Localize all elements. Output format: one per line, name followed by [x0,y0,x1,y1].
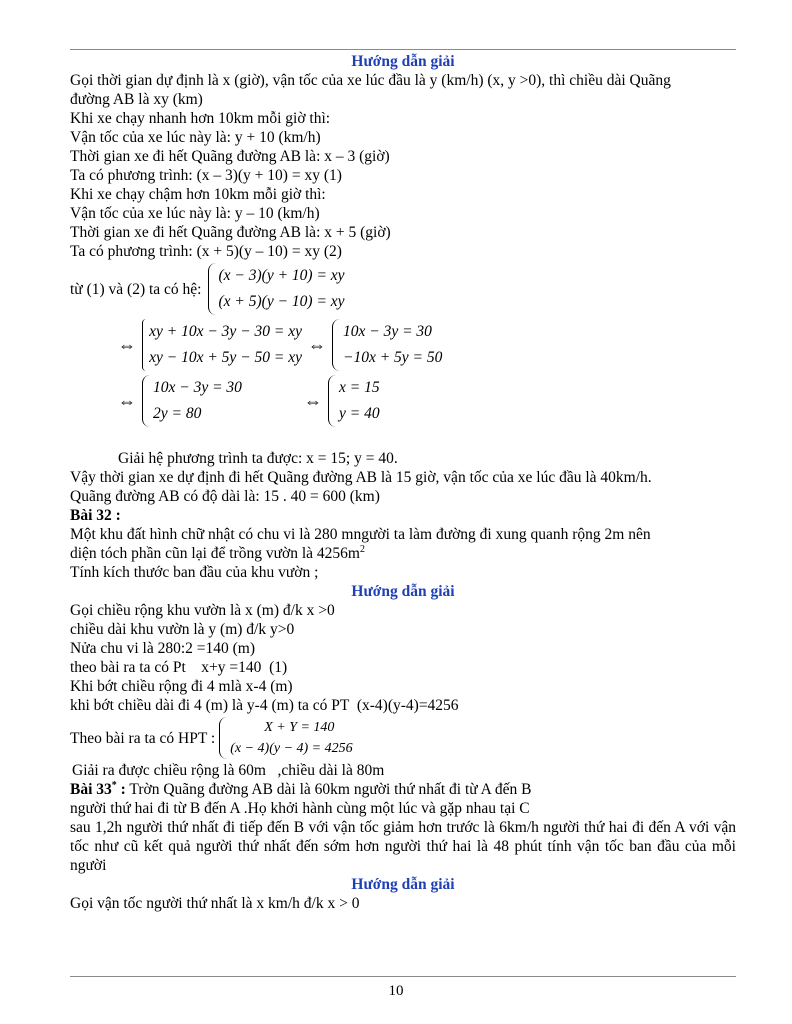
text-span: diện tóch phần cũn lại để trồng vườn là 4256m [70,545,360,562]
equation: x = 15 [339,379,380,396]
exercise-title: Bài 33 [70,781,112,798]
brace-icon [332,319,340,371]
text-line [70,544,736,563]
equation: (x + 5)(y − 10) = xy [218,293,345,310]
text-line: Vận tốc của xe lúc này là: y + 10 (km/h) [70,129,321,146]
section-heading: Hướng dẫn giải [351,53,455,70]
equation: 10x − 3y = 30 [153,379,242,396]
text-line: Quãng đường AB có độ dài là: 15 . 40 = 600 (km) [70,488,380,505]
text-line: Ta có phương trình: (x + 5)(y – 10) = xy (2) [70,243,342,260]
equation-system-3 [70,715,736,761]
equivalence-symbol: ⇔ [308,334,326,355]
brace-icon [142,319,146,371]
brace-icon [142,375,150,427]
text-line: Vậy thời gian xe dự định đi hết Quãng đường AB là 15 giờ, vận tốc của xe lúc đầu là 40km/h. [70,469,652,486]
equivalence-symbol: ⇔ [118,334,136,355]
text-line: Gọi vận tốc người thứ nhất là x km/h đ/k x > 0 [70,895,360,912]
equation: y = 40 [339,405,380,422]
exercise-title-colon: : [116,781,126,798]
page-number: 10 [388,983,404,999]
equation: −10x + 5y = 50 [343,349,443,366]
system-brace [219,717,352,759]
text-line: Ta có phương trình: (x – 3)(y + 10) = xy (1) [70,167,342,184]
text-line: Tính kích thước ban đầu của khu vườn ; [70,564,319,581]
section-heading: Hướng dẫn giải [351,876,455,893]
text-paragraph: sau 1,2h người thứ nhất đi tiếp đến B với vận tốc giảm hơn trước là 6km/h người thứ hai đi đến A với vận tốc như cũ kết quả người thứ nhất đến sớm hơn người thứ hai là 48 phút tính vận tốc ban đầu của mỗi người [70,819,736,874]
text-line: Khi bớt chiều rộng đi 4 mlà x-4 (m) [70,678,293,695]
text-line: Khi xe chạy nhanh hơn 10km mỗi giờ thì: [70,110,331,127]
text-line: người thứ hai đi từ B đến A .Họ khởi hành cùng một lúc và gặp nhau tại C [70,800,530,817]
equation: xy + 10x − 3y − 30 = xy [149,323,302,340]
text-line: Giải hệ phương trình ta được: x = 15; y = 40. [118,450,398,467]
equation: 10x − 3y = 30 [343,323,432,340]
text-line: chiều dài khu vườn là y (m) đ/k y>0 [70,621,295,638]
page-content [70,52,736,913]
equivalence-symbol: ⇔ [304,390,322,411]
text-line: Thời gian xe đi hết Quãng đường AB là: x + 5 (giờ) [70,224,391,241]
equation: (x − 3)(y + 10) = xy [218,267,345,284]
system-brace [142,319,302,371]
equation: X + Y = 140 [264,720,335,735]
text-line: Thời gian xe đi hết Quãng đường AB là: x – 3 (giờ) [70,148,390,165]
exercise-title: Bài 32 : [70,507,121,524]
text-line: Giải ra được chiều rộng là 60m ,chiều dài là 80m [72,762,385,779]
equation: xy − 10x + 5y − 50 = xy [149,349,302,366]
equation-system-0 [70,261,736,317]
text-line: Gọi chiều rộng khu vườn là x (m) đ/k x >0 [70,602,335,619]
equation: 2y = 80 [153,405,202,422]
system-brace [328,375,380,427]
text-line: khi bớt chiều dài đi 4 (m) là y-4 (m) ta có PT (x-4)(y-4)=4256 [70,697,459,714]
section-heading: Hướng dẫn giải [351,583,455,600]
brace-icon [219,717,227,759]
text-line: Một khu đất hình chữ nhật có chu vi là 280 mngười ta làm đường đi xung quanh rộng 2m nên [70,526,651,543]
equation-system-1 [70,317,736,373]
system-brace [208,263,345,315]
text-line: Khi xe chạy chậm hơn 10km mỗi giờ thì: [70,186,326,203]
equation: (x − 4)(y − 4) = 4256 [230,741,353,756]
text-line: Nửa chu vi là 280:2 =140 (m) [70,640,256,657]
system-intro: từ (1) và (2) ta có hệ: [70,280,202,298]
system-brace [142,375,298,427]
text-line: đường AB là xy (km) [70,91,203,108]
brace-icon [208,263,216,315]
equation-system-2 [70,373,736,429]
superscript: * [111,779,117,791]
equivalence-symbol: ⇔ [118,390,136,411]
footer-rule [70,976,736,977]
header-rule [70,49,736,50]
text-line: Gọi thời gian dự định là x (giờ), vận tốc của xe lúc đầu là y (km/h) (x, y >0), thì chiều dài Quãng [70,72,671,89]
text-span: Trờn Quãng đường AB dài là 60km người thứ nhất đi từ A đến B [125,781,532,798]
brace-icon [328,375,336,427]
system-brace [332,319,442,371]
exercise-line [70,780,736,799]
superscript: 2 [359,543,365,555]
system-intro: Theo bài ra ta có HPT : [70,729,216,747]
text-line: Vận tốc của xe lúc này là: y – 10 (km/h) [70,205,320,222]
text-line: theo bài ra ta có Pt x+y =140 (1) [70,659,288,676]
